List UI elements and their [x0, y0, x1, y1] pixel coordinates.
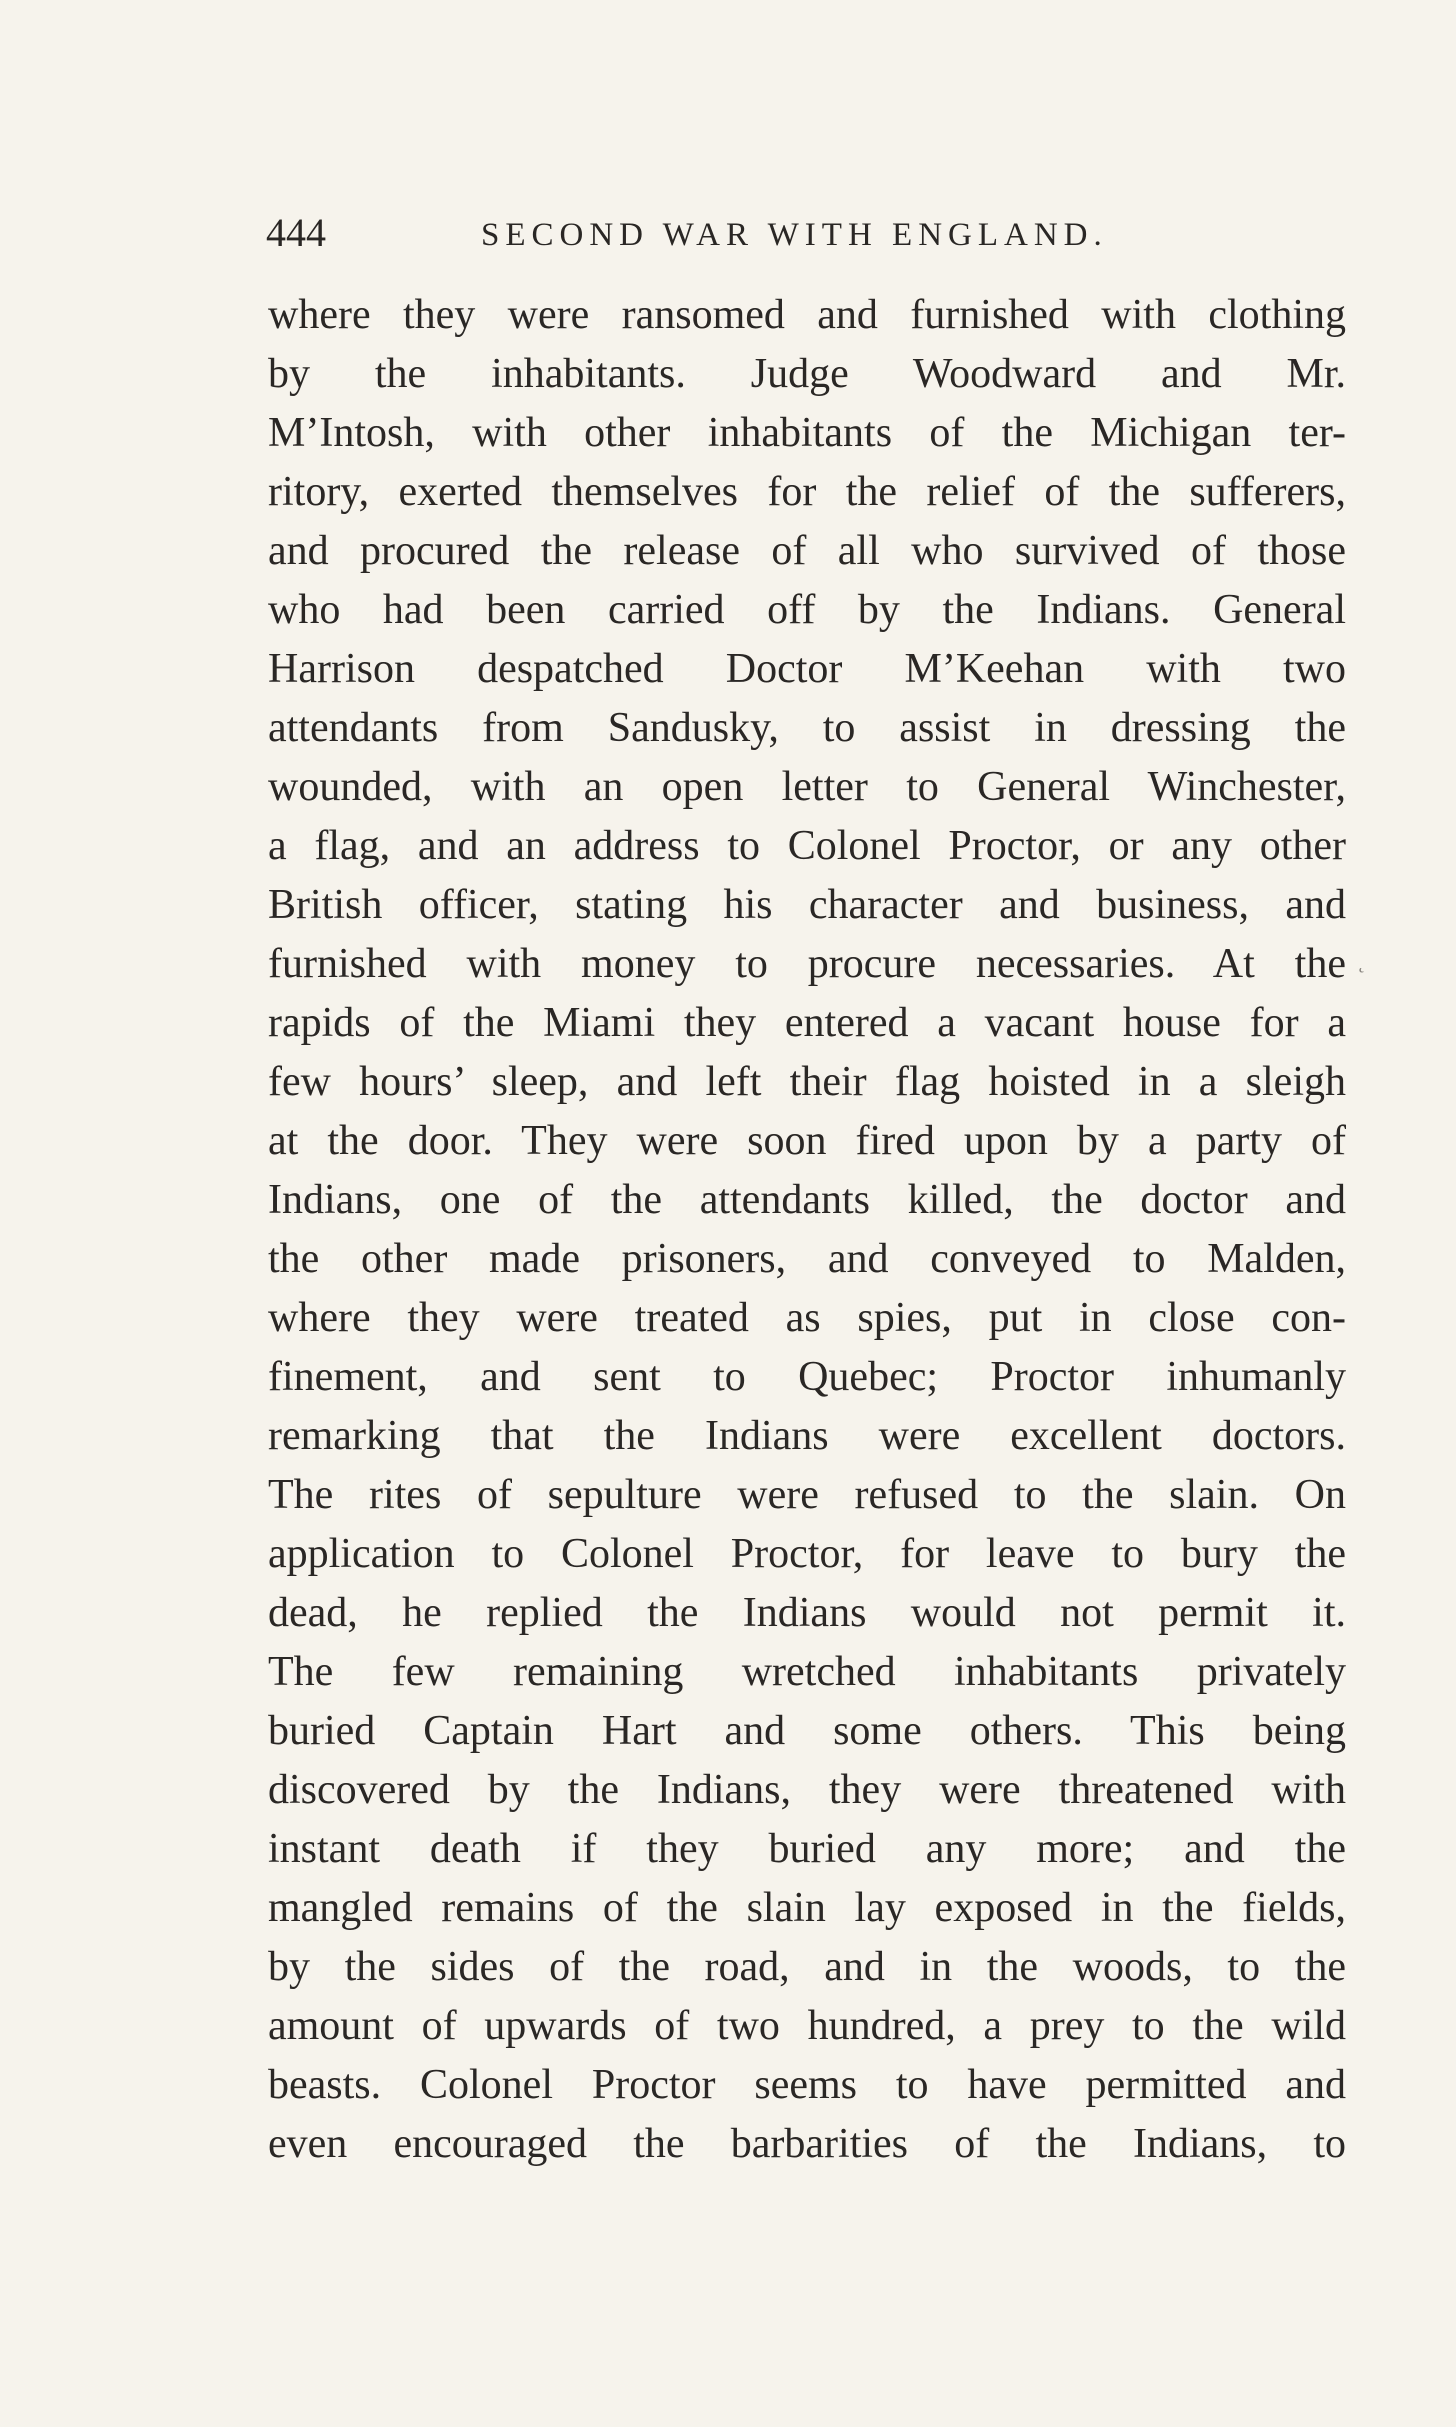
text-line: mangled remains of the slain lay exposed in the fields,: [268, 1885, 1346, 1931]
text-line: where they were treated as spies, put in close con-: [268, 1295, 1346, 1341]
running-head: [266, 208, 1346, 258]
text-line: M’Intosh, with other inhabitants of the Michigan ter-: [268, 410, 1346, 456]
text-line: application to Colonel Proctor, for leave to bury the: [268, 1531, 1346, 1577]
text-line: ritory, exerted themselves for the relief of the sufferers,: [268, 469, 1346, 515]
running-title: SECOND WAR WITH ENGLAND.: [481, 217, 1108, 253]
text-line: instant death if they buried any more; and the: [268, 1826, 1346, 1872]
text-line: British officer, stating his character and business, and: [268, 882, 1346, 928]
text-line: furnished with money to procure necessaries. At the: [268, 941, 1346, 987]
text-line: wounded, with an open letter to General Winchester,: [268, 764, 1346, 810]
text-line: rapids of the Miami they entered a vacant house for a: [268, 1000, 1346, 1046]
text-line: amount of upwards of two hundred, a prey to the wild: [268, 2003, 1346, 2049]
text-line: the other made prisoners, and conveyed to Malden,: [268, 1236, 1346, 1282]
text-line: remarking that the Indians were excellent doctors.: [268, 1413, 1346, 1459]
text-line: dead, he replied the Indians would not permit it.: [268, 1590, 1346, 1636]
text-line: buried Captain Hart and some others. This being: [268, 1708, 1346, 1754]
text-line: attendants from Sandusky, to assist in dressing the: [268, 705, 1346, 751]
text-line: finement, and sent to Quebec; Proctor inhumanly: [268, 1354, 1346, 1400]
text-line: by the sides of the road, and in the woods, to the: [268, 1944, 1346, 1990]
body-text: [268, 286, 1346, 2174]
text-line: who had been carried off by the Indians. General: [268, 587, 1346, 633]
text-line: where they were ransomed and furnished with clothing: [268, 292, 1346, 338]
text-line: by the inhabitants. Judge Woodward and Mr.: [268, 351, 1346, 397]
text-line: even encouraged the barbarities of the Indians, to: [268, 2121, 1346, 2167]
text-line: Harrison despatched Doctor M’Keehan with two: [268, 646, 1346, 692]
text-line: few hours’ sleep, and left their flag hoisted in a sleigh: [268, 1059, 1346, 1105]
text-line: The rites of sepulture were refused to the slain. On: [268, 1472, 1346, 1518]
page-number: 444: [266, 210, 326, 255]
text-line: Indians, one of the attendants killed, the doctor and: [268, 1177, 1346, 1223]
text-line: and procured the release of all who survived of those: [268, 528, 1346, 574]
text-line: at the door. They were soon fired upon by a party of: [268, 1118, 1346, 1164]
text-line: The few remaining wretched inhabitants privately: [268, 1649, 1346, 1695]
text-line: a flag, and an address to Colonel Proctor, or any other: [268, 823, 1346, 869]
print-speck: ˛: [1358, 948, 1366, 973]
text-line: discovered by the Indians, they were threatened with: [268, 1767, 1346, 1813]
text-line: beasts. Colonel Proctor seems to have permitted and: [268, 2062, 1346, 2108]
